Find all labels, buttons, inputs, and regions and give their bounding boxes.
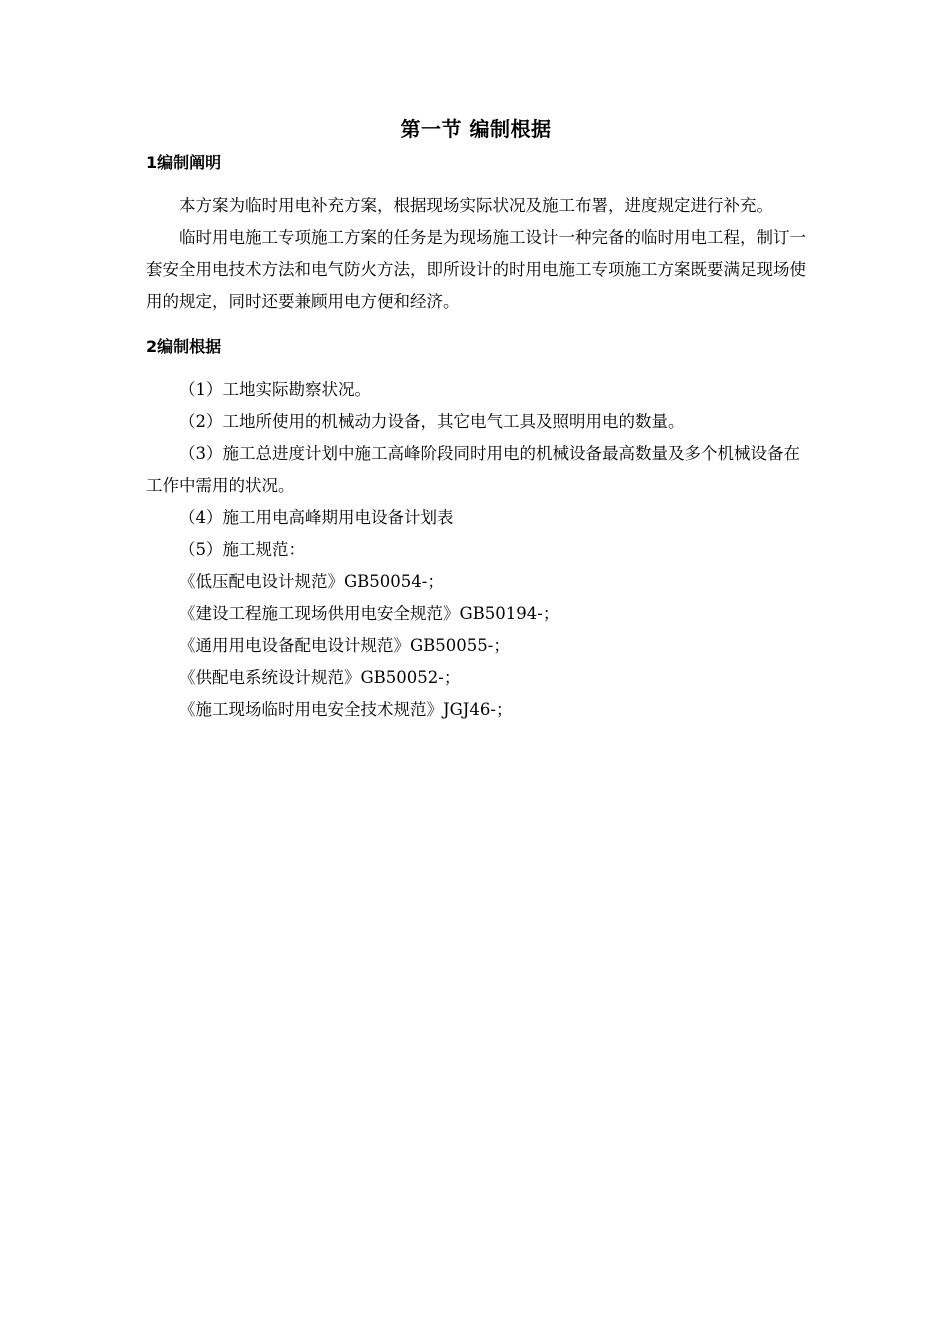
list-item-5: （5）施工规范： [179, 540, 305, 559]
list-item-4: （4）施工用电高峰期用电设备计划表 [179, 508, 454, 527]
list-item-3: （3）施工总进度计划中施工高峰阶段同时用电的机械设备最高数量及多个机械设备在工作中需用的状况。 [146, 444, 800, 495]
section-heading-1: 1编制阐明 [146, 153, 222, 172]
standard-item-3: 《通用用电设备配电设计规范》GB50055-； [179, 636, 510, 655]
document-body [146, 112, 806, 726]
spacer [146, 362, 806, 374]
paragraph-2: 临时用电施工专项施工方案的任务是为现场施工设计一种完备的临时用电工程，制订一套安全用电技术方法和电气防火方法，即所设计的时用电施工专项施工方案既要满足现场使用的规定，同时还要兼顾用电方便和经济。 [146, 228, 806, 311]
standard-item-5: 《施工现场临时用电安全技术规范》JGJ46-； [179, 700, 513, 719]
spacer [146, 318, 806, 332]
page-title: 第一节 编制根据 [400, 117, 552, 141]
paragraph-1: 本方案为临时用电补充方案，根据现场实际状况及施工布署，进度规定进行补充。 [179, 196, 773, 215]
spacer [146, 178, 806, 190]
list-item-1: （1）工地实际勘察状况。 [179, 380, 371, 399]
list-item-2: （2）工地所使用的机械动力设备，其它电气工具及照明用电的数量。 [179, 412, 685, 431]
standard-item-1: 《低压配电设计规范》GB50054-； [179, 572, 444, 591]
standard-item-2: 《建设工程施工现场供用电安全规范》GB50194-； [179, 604, 560, 623]
standard-item-4: 《供配电系统设计规范》GB50052-； [179, 668, 461, 687]
section-heading-2: 2编制根据 [146, 337, 222, 356]
